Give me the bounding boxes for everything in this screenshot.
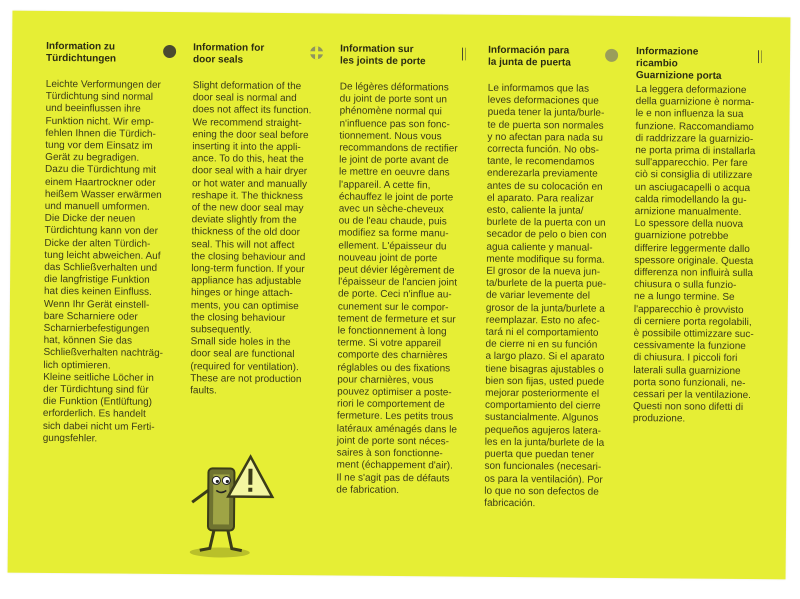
column-body: Leichte Verformungen der Türdichtung sind normal und beeinflussen ihre Funktion nicht. Wir emp- fehlen Ihnen die Türdich- tung vor dem Einsatz im Gerät zu begradigen. Dazu die Türdichtung mit einem Haartrockner oder heißem Wasser erwärmen und manuell umformen. Die Dicke der neuen Türdichtung kann von der Dicke der alten Türdich- tung leicht abweichen. Auf das Schließverhalten und die langfristige Funktion hat dies keinen Einfluss. Wenn Ihr Gerät einstell- bare Scharniere oder Scharnierbefestigungen hat, können Sie das Schließverhalten nachträg- lich optimieren. Kleine seitliche Löcher in der Türdichtung sind für die Funktion (Entlüftung) erforderlich. Es handelt sich dabei nicht um Ferti- gungsfehler. bbox=[42, 78, 164, 445]
column-title: Informazione ricambio Guarnizione porta bbox=[635, 46, 722, 82]
column-german bbox=[43, 41, 187, 446]
column-english bbox=[190, 42, 333, 398]
french-flag-icon bbox=[457, 47, 470, 60]
column-body: Slight deformation of the door seal is normal and does not affect its function. We recommend straight- ening the door seal before inserting it into the appli- ance. To do this, heat the door seal with a hair dryer or hot water and manually reshape it. The thickness of the new door seal may deviate slightly from the thickness of the old door seal. This will not affect the closing behaviour and long-term function. If your appliance has adjustable hinges or hinge attach- ments, you can optimise the closing behaviour subsequently. Small side holes in the door seal are functional (required for ventilation). These are not production faults. bbox=[190, 80, 312, 397]
column-italian bbox=[633, 46, 776, 427]
info-sheet bbox=[8, 11, 791, 580]
column-body: La leggera deformazione della guarnizione è norma- le e non influenza la sua funzione. Raccomandiamo di raddrizzare la guarnizio- ne porta prima di installarla sull'apparecchio. Per fare ciò si consiglia di utilizzare un asciugacapelli o acqua calda rimodellando la gu- arnizione manualmente. Lo spessore della nuova guarnizione potrebbe differire leggermente dallo spessore originale. Questa differenza non influirà sulla chiusura o sulla funzio- ne a lungo termine. Se l'apparecchio è provvisto di cerniere porta regolabili, è possibile ottimizzare suc- cessivamente la funzione di chiusura. I piccoli fori laterali sulla guarnizione porta sono funzionali, ne- cessari per la ventilazione. Questi non sono difetti di produzione. bbox=[632, 84, 756, 425]
italian-flag-icon bbox=[753, 50, 766, 63]
uk-flag-icon bbox=[310, 46, 323, 59]
spanish-flag-icon bbox=[605, 49, 618, 62]
column-french bbox=[336, 43, 480, 497]
column-title: Información para la junta de puerta bbox=[487, 44, 571, 69]
column-title: Information zu Türdichtungen bbox=[46, 40, 117, 65]
column-body: De légères déformations du joint de porte sont un phénomène normal qui n'influence pas son fonc- tionnement. Nous vous recommandons de rectifier le joint de porte avant de le mettre en oeuvre dans l'appareil. A cette fin, échauffez le joint de porte avec un sèche-cheveux ou de l'eau chaude, puis modifiez sa forme manu- ellement. L'épaisseur du nouveau joint de porte peut dévier légèrement de l'épaisseur de l'ancien joint de porte. Ceci n'influe au- cunement sur le compor- tement de fermeture et sur le fonctionnement à long terme. Si votre appareil comporte des charnières réglables ou des fixations pour charnières, vous pouvez optimiser a poste- riori le comportement de fermeture. Les petits trous latéraux aménagés dans le joint de porte sont néces- saires à son fonctionne- ment (échappement d'air). Il ne s'agit pas de défauts de fabrication. bbox=[336, 81, 458, 496]
german-flag-icon bbox=[163, 45, 176, 58]
column-body: Le informamos que las leves deformaciones que pueda tener la junta/burle- te de puerta son normales y no afectan para nada su correcta función. No obs- tante, le recomendamos enderezarla previamente antes de su colocación en el aparato. Para realizar esto, caliente la junta/ burlete de la puerta con un secador de pelo o bien con agua caliente y manual- mente modifique su forma. El grosor de la nueva jun- ta/burlete de la puerta pue- de variar levemente del grosor de la junta/burlete a reemplazar. Esto no afec- tará ni el comportamiento de cierre ni en su función a largo plazo. Si el aparato tiene bisagras ajustables o bien son fijas, usted puede mejorar posteriormente el comportamiento del cierre sustancialmente. Algunos pequeños agujeros latera- les en la junta/burlete de la puerta que puedan tener son funcionales (necesari- os para la ventilación). Por lo que no son defectos de fabricación. bbox=[484, 82, 607, 510]
column-title: Information for door seals bbox=[192, 42, 265, 66]
warning-mascot-illustration bbox=[180, 440, 281, 561]
column-spanish bbox=[484, 45, 628, 511]
column-title: Information sur les joints de porte bbox=[339, 43, 426, 68]
